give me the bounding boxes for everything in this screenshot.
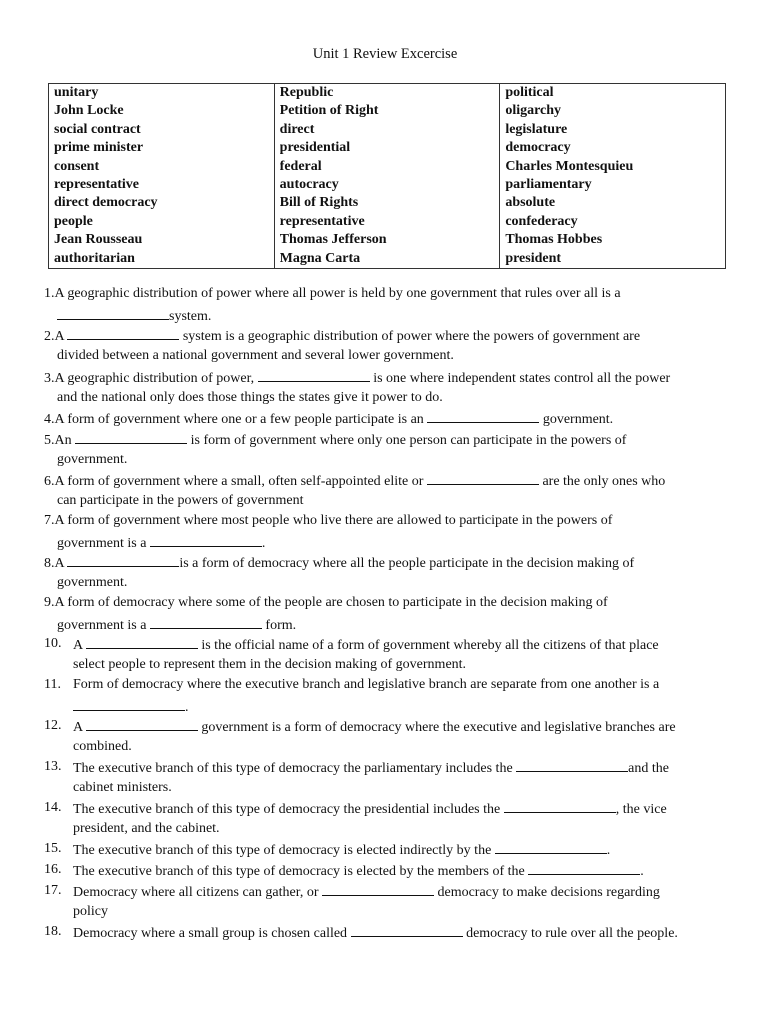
word-bank-term: Bill of Rights: [279, 195, 359, 211]
word-bank-term: presidential: [279, 140, 351, 156]
question-number: 16.: [44, 862, 62, 877]
question-number: 18.: [44, 924, 62, 939]
question-text: is the official name of a form of government whereby all the citizens of that place: [197, 638, 659, 653]
question-text-line: [73, 821, 220, 837]
question-number: 12.: [44, 718, 62, 733]
question-text-line: [44, 286, 621, 302]
question-text-line: [57, 348, 454, 364]
question-text-line: [44, 410, 613, 428]
question-text-line: [44, 327, 640, 345]
question-text: combined.: [73, 738, 132, 754]
word-bank-term: people: [54, 213, 93, 229]
question-text: 2.A: [44, 329, 68, 344]
question-text: democracy to make decisions regarding: [433, 885, 660, 900]
question-text: The executive branch of this type of democracy the parliamentary includes the: [73, 761, 517, 776]
question-text: 9.A form of democracy where some of the people are chosen to participate in the decision making of: [44, 595, 608, 610]
question-number: 11.: [44, 677, 61, 692]
word-bank-term: Petition of Right: [279, 103, 379, 119]
question-text: government is a: [57, 535, 150, 551]
question-text-line: [57, 307, 211, 325]
question-text: can participate in the powers of government: [57, 492, 304, 508]
question-text-line: [57, 575, 127, 591]
question-text: is form of government where only one person can participate in the powers of: [187, 433, 627, 448]
question-text: system.: [169, 308, 212, 324]
question-text: 3.A geographic distribution of power,: [44, 371, 258, 386]
answer-blank[interactable]: [86, 718, 198, 731]
question-text: Form of democracy where the executive branch and legislative branch are separate from one another is a: [73, 677, 660, 692]
question-text: government.: [539, 412, 614, 427]
question-text-line: [44, 369, 670, 387]
question-text-line: [57, 390, 443, 406]
question-text: policy: [73, 903, 108, 919]
word-bank-term: federal: [279, 158, 322, 174]
word-bank-term: oligarchy: [505, 103, 562, 119]
question-text: government.: [57, 451, 128, 467]
word-bank-term: Charles Montesquieu: [505, 158, 634, 174]
word-bank-column-3: [500, 84, 726, 269]
question-text: 6.A form of government where a small, often self-appointed elite or: [44, 474, 427, 489]
word-bank-term: direct: [279, 121, 315, 137]
question-text-line: [73, 739, 132, 755]
question-text: 8.A: [44, 556, 68, 571]
answer-blank[interactable]: [67, 554, 179, 567]
word-bank-term: Magna Carta: [279, 250, 361, 266]
answer-blank[interactable]: [258, 369, 370, 382]
question-text: government is a form of democracy where the executive and legislative branches are: [197, 720, 676, 735]
answer-blank[interactable]: [516, 759, 628, 772]
question-text: A: [73, 720, 86, 735]
page-title: Unit 1 Review Excercise: [312, 46, 458, 62]
question-text: The executive branch of this type of democracy is elected indirectly by the: [73, 843, 495, 858]
word-bank-term: Republic: [279, 85, 334, 100]
word-bank-term: consent: [54, 158, 100, 174]
answer-blank[interactable]: [86, 636, 198, 649]
question-text: system is a geographic distribution of power where the powers of government are: [179, 329, 641, 344]
answer-blank[interactable]: [150, 616, 262, 629]
word-bank-term: Thomas Jefferson: [279, 232, 387, 248]
word-bank-term: confederacy: [505, 213, 578, 229]
question-text: 7.A form of government where most people who live there are allowed to participate in the powers of: [44, 513, 613, 528]
question-text-line: [73, 841, 610, 859]
word-bank-term: John Locke: [54, 103, 124, 119]
word-bank-term: parliamentary: [505, 177, 592, 193]
question-text: form.: [261, 617, 297, 633]
question-text: cabinet ministers.: [73, 779, 172, 795]
question-number: 10.: [44, 636, 62, 651]
question-text-line: [44, 472, 665, 490]
question-text: democracy to rule over all the people.: [462, 926, 678, 941]
word-bank-term: authoritarian: [54, 250, 135, 266]
word-bank-term: unitary: [54, 85, 99, 100]
word-bank-term: representative: [54, 177, 140, 193]
question-text-line: [57, 493, 303, 509]
answer-blank[interactable]: [427, 410, 539, 423]
question-text: .: [606, 843, 611, 858]
question-text: Democracy where all citizens can gather, or: [73, 885, 322, 900]
word-bank-term: autocracy: [279, 177, 339, 193]
question-text-line: [73, 677, 659, 693]
question-text-line: [73, 636, 659, 654]
question-text: 5.An: [44, 433, 76, 448]
question-text: Democracy where a small group is chosen called: [73, 926, 351, 941]
question-text: select people to represent them in the decision making of government.: [73, 656, 467, 672]
question-text: 4.A form of government where one or a few people participate is an: [44, 412, 428, 427]
answer-blank[interactable]: [504, 800, 616, 813]
word-bank-term: democracy: [505, 140, 571, 156]
question-text-line: [57, 534, 265, 552]
word-bank-term: direct democracy: [54, 195, 158, 211]
word-bank-term: absolute: [505, 195, 556, 211]
question-text: government.: [57, 574, 128, 590]
question-text-line: [73, 718, 676, 736]
question-text: and the national only does those things the states give it power to do.: [57, 389, 443, 405]
question-text: .: [261, 535, 266, 551]
question-text: .: [640, 864, 644, 879]
question-text: is one where independent states control all the power: [369, 371, 671, 386]
word-bank-term: legislature: [505, 121, 568, 137]
question-text-line: [44, 595, 608, 611]
word-bank-column-2: [274, 84, 500, 269]
question-text: government is a: [57, 617, 150, 633]
question-text: 1.A geographic distribution of power where all power is held by one government that rules over all is a: [44, 286, 621, 301]
question-text-line: [73, 924, 678, 942]
word-bank-term: social contract: [54, 121, 141, 137]
question-text: and the: [628, 761, 669, 776]
question-text-line: [73, 800, 667, 818]
word-bank-column-1: [49, 84, 275, 269]
answer-blank[interactable]: [495, 841, 607, 854]
word-bank-table: [48, 83, 726, 269]
answer-blank[interactable]: [322, 883, 434, 896]
question-text-line: [57, 452, 127, 468]
answer-blank[interactable]: [57, 307, 169, 320]
word-bank-term: Jean Rousseau: [54, 232, 143, 248]
question-text-line: [73, 657, 466, 673]
question-text: The executive branch of this type of democracy the presidential includes the: [73, 802, 504, 817]
question-text: is a form of democracy where all the people participate in the decision making of: [179, 556, 635, 571]
answer-blank[interactable]: [351, 924, 463, 937]
question-number: 15.: [44, 841, 62, 856]
answer-blank[interactable]: [73, 698, 185, 711]
question-text: divided between a national government and several lower government.: [57, 347, 454, 363]
question-text-line: [44, 554, 634, 572]
question-text-line: [44, 513, 612, 529]
question-text-line: [73, 780, 172, 796]
question-text: .: [185, 699, 189, 715]
question-text: , the vice: [615, 802, 667, 817]
question-number: 13.: [44, 759, 62, 774]
answer-blank[interactable]: [528, 862, 640, 875]
answer-blank[interactable]: [150, 534, 262, 547]
word-bank-term: Thomas Hobbes: [505, 232, 603, 248]
question-text-line: [73, 759, 669, 777]
answer-blank[interactable]: [427, 472, 539, 485]
question-text-line: [73, 698, 189, 716]
question-number: 17.: [44, 883, 62, 898]
question-text-line: [44, 431, 626, 449]
question-text-line: [73, 904, 108, 920]
answer-blank[interactable]: [67, 327, 179, 340]
question-number: 14.: [44, 800, 62, 815]
word-bank-term: prime minister: [54, 140, 144, 156]
question-text: president, and the cabinet.: [73, 820, 220, 836]
question-text-line: [73, 862, 644, 880]
word-bank-term: president: [505, 250, 562, 266]
question-text-line: [57, 616, 296, 634]
question-text: The executive branch of this type of democracy is elected by the members of the: [73, 864, 529, 879]
word-bank-term: political: [505, 85, 554, 100]
word-bank-term: representative: [279, 213, 365, 229]
question-text-line: [73, 883, 660, 901]
question-text: are the only ones who: [538, 474, 666, 489]
answer-blank[interactable]: [75, 431, 187, 444]
question-text: A: [73, 638, 86, 653]
